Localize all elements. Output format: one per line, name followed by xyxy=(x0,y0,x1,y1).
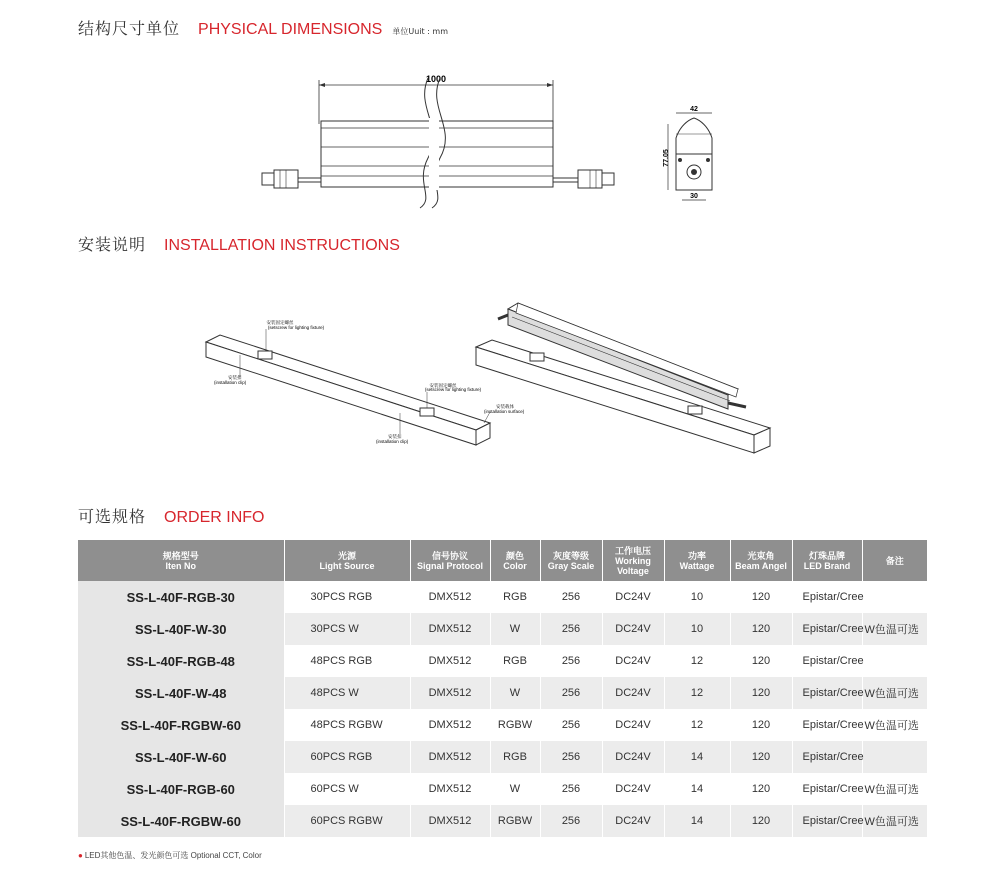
column-header-cn: 信号协议 xyxy=(431,550,468,561)
installation-title-en: INSTALLATION INSTRUCTIONS xyxy=(164,237,400,254)
beam-angle-cell: 120 xyxy=(730,805,792,837)
gray-scale-cell: 256 xyxy=(540,645,602,677)
column-header-cn: 光源 xyxy=(337,550,356,561)
clip-label-en-2: (installation clip) xyxy=(376,439,409,444)
clip-label-cn-2: 安装扣 xyxy=(388,434,402,439)
column-header-cn: 灰度等级 xyxy=(552,550,589,561)
screw-label-en: (setscrew for lighting fixture) xyxy=(267,325,325,330)
column-header-cn: 规格型号 xyxy=(162,550,199,561)
column-header xyxy=(78,540,284,581)
order-info-table xyxy=(78,540,928,837)
led-brand-cell: Epistar/Cree xyxy=(792,773,862,805)
column-header xyxy=(490,540,540,581)
led-brand-cell: Epistar/Cree xyxy=(792,805,862,837)
table-row xyxy=(78,741,927,773)
beam-angle-cell: 120 xyxy=(730,741,792,773)
screw-label-cn-2: 安装固定螺丝 xyxy=(429,383,457,388)
installation-drawing xyxy=(200,295,780,465)
column-header-cn: 颜色 xyxy=(505,550,524,561)
wattage-cell: 12 xyxy=(664,677,730,709)
working-voltage-cell: DC24V xyxy=(602,741,664,773)
led-brand-cell: Epistar/Cree xyxy=(792,581,862,613)
signal-protocol-cell: DMX512 xyxy=(410,613,490,645)
column-header-en: Iten No xyxy=(165,560,196,571)
led-brand-cell: Epistar/Cree xyxy=(792,741,862,773)
surface-label-cn: 安装载体 xyxy=(496,404,514,409)
model-cell: SS-L-40F-W-60 xyxy=(78,741,284,773)
led-brand-cell: Epistar/Cree xyxy=(792,677,862,709)
column-header-cn: 工作电压 xyxy=(614,545,651,556)
color-cell: W xyxy=(490,773,540,805)
signal-protocol-cell: DMX512 xyxy=(410,645,490,677)
model-cell: SS-L-40F-RGBW-60 xyxy=(78,805,284,837)
table-row xyxy=(78,613,927,645)
working-voltage-cell: DC24V xyxy=(602,709,664,741)
working-voltage-cell: DC24V xyxy=(602,677,664,709)
remark-cell xyxy=(862,741,927,773)
remark-cell: W色温可选 xyxy=(862,709,927,741)
installation-heading xyxy=(78,232,400,255)
light-source-cell: 48PCS RGB xyxy=(284,645,410,677)
remark-cell: W色温可选 xyxy=(862,805,927,837)
column-header xyxy=(664,540,730,581)
gray-scale-cell: 256 xyxy=(540,677,602,709)
color-cell: RGB xyxy=(490,741,540,773)
gray-scale-cell: 256 xyxy=(540,581,602,613)
wattage-cell: 14 xyxy=(664,773,730,805)
light-source-cell: 30PCS RGB xyxy=(284,581,410,613)
light-source-cell: 48PCS W xyxy=(284,677,410,709)
column-header xyxy=(410,540,490,581)
model-cell: SS-L-40F-RGB-48 xyxy=(78,645,284,677)
gray-scale-cell: 256 xyxy=(540,773,602,805)
table-body xyxy=(78,581,927,837)
working-voltage-cell: DC24V xyxy=(602,581,664,613)
beam-angle-cell: 120 xyxy=(730,709,792,741)
light-source-cell: 60PCS W xyxy=(284,773,410,805)
remark-cell xyxy=(862,581,927,613)
led-brand-cell: Epistar/Cree xyxy=(792,709,862,741)
column-header xyxy=(862,540,927,581)
base-label: 30 xyxy=(690,193,698,200)
footnote xyxy=(78,850,262,861)
installation-title-cn: 安装说明 xyxy=(78,235,147,254)
height-label: 77.05 xyxy=(663,149,670,167)
footnote-text: LED其他色温、发光颜色可选 Optional CCT, Color xyxy=(84,851,262,860)
wattage-cell: 14 xyxy=(664,805,730,837)
gray-scale-cell: 256 xyxy=(540,741,602,773)
table-row xyxy=(78,805,927,837)
column-header-en: Light Source xyxy=(319,560,375,571)
column-header-cn: 备注 xyxy=(885,555,904,566)
color-cell: W xyxy=(490,613,540,645)
screw-label-en-2: (setscrew for lighting fixture) xyxy=(424,387,482,392)
model-cell: SS-L-40F-W-48 xyxy=(78,677,284,709)
table-row xyxy=(78,677,927,709)
remark-cell: W色温可选 xyxy=(862,613,927,645)
color-cell: RGB xyxy=(490,581,540,613)
light-source-cell: 30PCS W xyxy=(284,613,410,645)
surface-label-en: (installation surface) xyxy=(484,409,525,414)
order-heading xyxy=(78,504,264,527)
column-header-en: Wattage xyxy=(679,560,715,571)
light-source-cell: 48PCS RGBW xyxy=(284,709,410,741)
color-cell: RGB xyxy=(490,645,540,677)
gray-scale-cell: 256 xyxy=(540,709,602,741)
column-header xyxy=(540,540,602,581)
order-title-cn: 可选规格 xyxy=(78,507,147,526)
table-row xyxy=(78,773,927,805)
table-row xyxy=(78,645,927,677)
gray-scale-cell: 256 xyxy=(540,805,602,837)
order-title-en: ORDER INFO xyxy=(164,509,265,526)
beam-angle-cell: 120 xyxy=(730,645,792,677)
remark-cell xyxy=(862,645,927,677)
table-row xyxy=(78,581,927,613)
working-voltage-cell: DC24V xyxy=(602,773,664,805)
wattage-cell: 12 xyxy=(664,709,730,741)
beam-angle-cell: 120 xyxy=(730,677,792,709)
model-cell: SS-L-40F-RGBW-60 xyxy=(78,709,284,741)
working-voltage-cell: DC24V xyxy=(602,645,664,677)
signal-protocol-cell: DMX512 xyxy=(410,581,490,613)
remark-cell: W色温可选 xyxy=(862,773,927,805)
working-voltage-cell: DC24V xyxy=(602,613,664,645)
width-label: 42 xyxy=(690,106,698,113)
color-cell: RGBW xyxy=(490,805,540,837)
signal-protocol-cell: DMX512 xyxy=(410,741,490,773)
column-header xyxy=(730,540,792,581)
color-cell: W xyxy=(490,677,540,709)
bullet-icon: ● xyxy=(78,851,83,860)
signal-protocol-cell: DMX512 xyxy=(410,805,490,837)
wattage-cell: 14 xyxy=(664,741,730,773)
light-source-cell: 60PCS RGB xyxy=(284,741,410,773)
column-header-en: Beam Angel xyxy=(735,560,787,571)
column-header xyxy=(602,540,664,581)
column-header-en: Gray Scale xyxy=(547,560,595,571)
model-cell: SS-L-40F-W-30 xyxy=(78,613,284,645)
column-header-cn: 灯珠品牌 xyxy=(808,550,845,561)
dimensions-unit: 单位Uuit : mm xyxy=(392,27,449,36)
beam-angle-cell: 120 xyxy=(730,581,792,613)
model-cell: SS-L-40F-RGB-30 xyxy=(78,581,284,613)
model-cell: SS-L-40F-RGB-60 xyxy=(78,773,284,805)
screw-label-cn: 安装固定螺丝 xyxy=(266,320,294,325)
clip-label-en: (installation clip) xyxy=(214,380,247,385)
table-row xyxy=(78,709,927,741)
column-header-en: Color xyxy=(503,560,527,571)
table-header-row xyxy=(78,540,927,581)
light-source-cell: 60PCS RGBW xyxy=(284,805,410,837)
dimension-drawing xyxy=(250,68,730,218)
beam-angle-cell: 120 xyxy=(730,613,792,645)
column-header-en: Working Voltage xyxy=(615,555,651,576)
clip-label-cn: 安装扣 xyxy=(228,375,242,380)
remark-cell: W色温可选 xyxy=(862,677,927,709)
wattage-cell: 10 xyxy=(664,613,730,645)
dimensions-title-cn: 结构尺寸单位 xyxy=(78,19,181,38)
signal-protocol-cell: DMX512 xyxy=(410,709,490,741)
dimensions-heading xyxy=(78,16,448,39)
length-label: 1000 xyxy=(425,74,447,84)
wattage-cell: 12 xyxy=(664,645,730,677)
signal-protocol-cell: DMX512 xyxy=(410,677,490,709)
wattage-cell: 10 xyxy=(664,581,730,613)
column-header-cn: 光束角 xyxy=(747,550,775,561)
led-brand-cell: Epistar/Cree xyxy=(792,613,862,645)
color-cell: RGBW xyxy=(490,709,540,741)
gray-scale-cell: 256 xyxy=(540,613,602,645)
signal-protocol-cell: DMX512 xyxy=(410,773,490,805)
led-brand-cell: Epistar/Cree xyxy=(792,645,862,677)
working-voltage-cell: DC24V xyxy=(602,805,664,837)
column-header xyxy=(792,540,862,581)
beam-angle-cell: 120 xyxy=(730,773,792,805)
column-header-cn: 功率 xyxy=(687,550,706,561)
dimensions-title-en: PHYSICAL DIMENSIONS xyxy=(198,21,383,38)
column-header xyxy=(284,540,410,581)
column-header-en: LED Brand xyxy=(803,560,851,571)
column-header-en: Signal Protocol xyxy=(416,560,483,571)
